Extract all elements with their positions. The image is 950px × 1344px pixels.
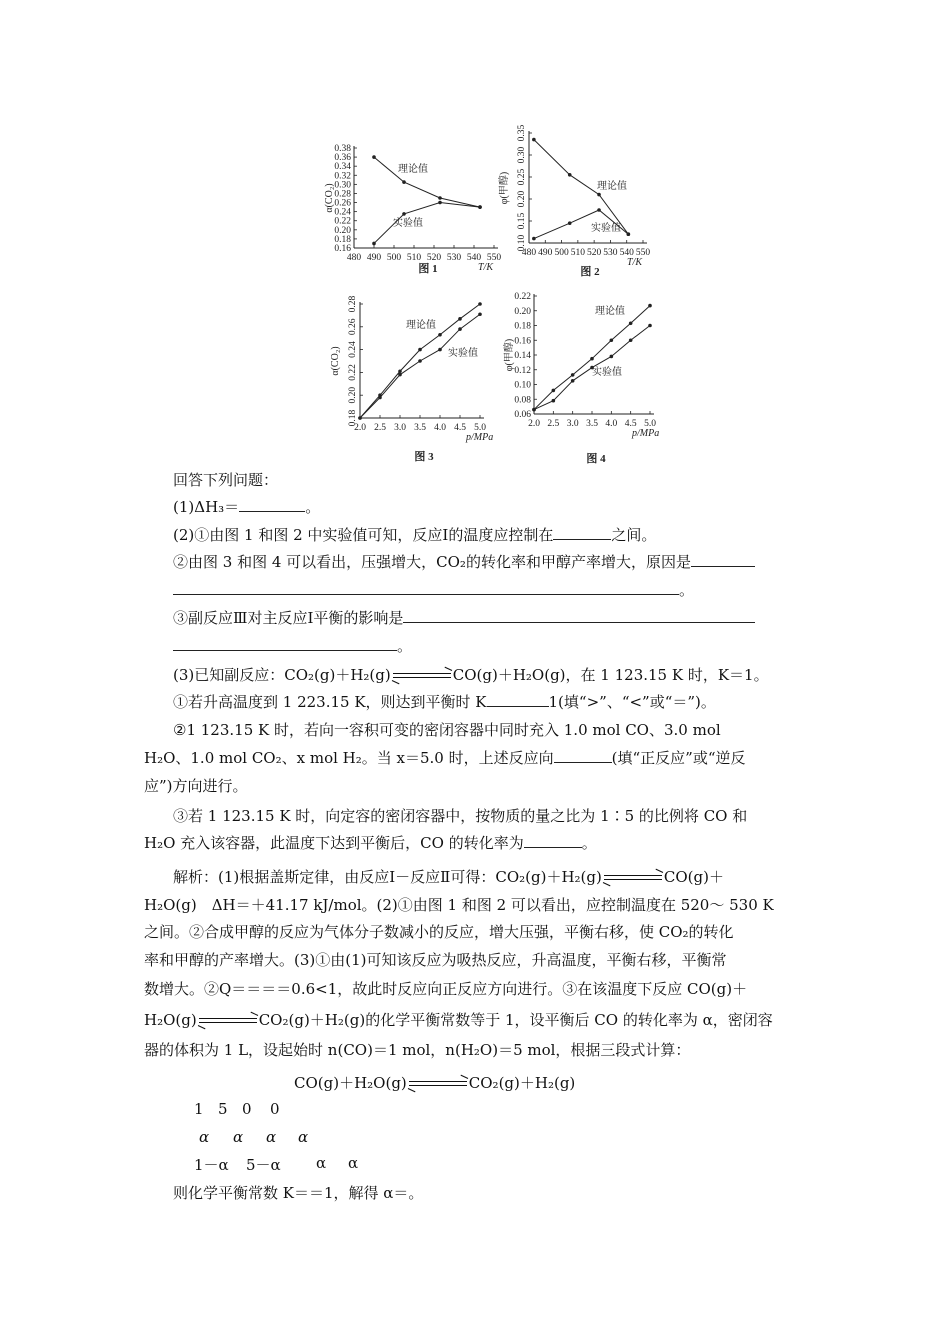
- x-tick-label: 3.0: [394, 423, 406, 433]
- data-point: [627, 232, 631, 236]
- data-point: [402, 180, 406, 184]
- y-tick-label: 0.22: [348, 364, 358, 381]
- data-point: [418, 348, 422, 352]
- data-point: [532, 138, 536, 142]
- answer-text-6a: H₂O(g): [144, 1011, 197, 1029]
- data-point: [438, 201, 442, 205]
- q3-2-text-1: ②1 123.15 K 时，若向一容积可变的密闭容器中同时充入 1.0 mol CO、3.0 mol: [173, 721, 721, 739]
- stage-value: 0: [242, 1100, 252, 1118]
- x-tick-label: 2.0: [528, 419, 540, 429]
- answer-line-3: [144, 922, 779, 942]
- x-axis-title: p/MPa: [632, 428, 660, 439]
- y-tick-label: 0.35: [517, 124, 527, 142]
- q2-3-line-2: [173, 636, 808, 656]
- y-tick-label: 0.06: [514, 410, 531, 420]
- figure-caption: 图 4: [586, 453, 606, 465]
- answer-text-7: 器的体积为 1 L，设起始时 n(CO)＝1 mol，n(H₂O)＝5 mol，根据三段式计算：: [144, 1041, 691, 1059]
- x-tick-label: 500: [386, 253, 402, 263]
- chart-2: [499, 124, 663, 285]
- x-tick-label: 550: [635, 248, 651, 258]
- answer-text-4: 率和甲醇的产率增大。(3)①由(1)可知该反应为吸热反应，升高温度，平衡右移，平衡常: [144, 951, 727, 969]
- x-tick-label: 4.0: [434, 423, 446, 433]
- equilibrium-arrow-icon: [604, 873, 662, 883]
- q2-2-text: ②由图 3 和图 4 可以看出，压强增大，CO₂的转化率和甲醇产率增大，原因是: [173, 553, 691, 571]
- answer-blank: [173, 636, 397, 651]
- answer-blank: [554, 748, 612, 763]
- q2-3-text: ③副反应Ⅲ对主反应Ⅰ平衡的影响是: [173, 609, 404, 627]
- data-point: [648, 304, 652, 308]
- stage-value: α: [298, 1128, 309, 1146]
- x-tick-label: 510: [570, 248, 585, 258]
- data-point: [610, 338, 614, 342]
- y-tick-label: 0.24: [348, 341, 358, 358]
- q2-1-text: (2)①由图 1 和图 2 中实验值可知，反应Ⅰ的温度应控制在: [173, 526, 554, 544]
- data-point: [378, 396, 382, 400]
- series-label: 理论值: [597, 181, 627, 192]
- figure-1: [326, 142, 516, 282]
- stage-value: α: [348, 1154, 359, 1172]
- q3-2-text-2: H₂O、1.0 mol CO₂、x mol H₂。当 x＝5.0 时，上述反应向: [144, 749, 554, 767]
- y-tick-label: 0.08: [514, 395, 531, 406]
- series-label: 实验值: [393, 218, 423, 229]
- q2-2-end: 。: [679, 581, 695, 599]
- data-point: [552, 399, 556, 403]
- equilibrium-arrow-icon: [393, 671, 451, 681]
- y-tick-label: 0.28: [348, 295, 358, 313]
- answer-line-1: [173, 867, 808, 887]
- stage-value: α: [266, 1128, 277, 1146]
- y-tick-label: 0.12: [514, 365, 531, 376]
- y-tick-label: 0.36: [334, 153, 351, 164]
- data-point: [398, 373, 402, 377]
- x-tick-label: 480: [346, 253, 362, 263]
- q3-text: (3)已知副反应：CO₂(g)＋H₂(g): [173, 666, 391, 684]
- y-tick-label: 0.30: [334, 180, 351, 191]
- data-point: [597, 208, 601, 212]
- y-tick-label: 0.34: [334, 162, 351, 173]
- data-point: [478, 205, 482, 209]
- answer-text-3: 之间。②合成甲醇的反应为气体分子数减小的反应，增大压强，平衡右移，使 CO₂的转化: [144, 923, 734, 941]
- answer-text-2: H₂O(g) ΔH＝＋41.17 kJ/mol。(2)①由图 1 和图 2 可以看出，应控制温度在 520～ 530 K: [144, 896, 774, 914]
- data-point: [571, 373, 575, 377]
- x-axis-title: p/MPa: [466, 432, 494, 443]
- answer-blank: [553, 525, 611, 540]
- y-tick-label: 0.28: [334, 189, 351, 200]
- answer-text-1b: CO(g)＋: [663, 868, 724, 886]
- data-point: [571, 379, 575, 383]
- q3-2-text-3: (填“正反应”或“逆反: [611, 749, 746, 767]
- y-tick-label: 0.20: [517, 190, 527, 208]
- y-tick-label: 0.18: [348, 409, 358, 427]
- x-tick-label: 4.5: [454, 423, 466, 433]
- series-label: 理论值: [595, 306, 625, 317]
- stage-value: α: [316, 1154, 327, 1172]
- y-tick-label: 0.10: [517, 234, 527, 252]
- answer-line-5: [144, 979, 779, 999]
- data-point: [438, 348, 442, 352]
- q3-1-end: 1(填“>”、“<”或“＝”)。: [548, 693, 716, 711]
- x-tick-label: 520: [426, 253, 442, 263]
- x-tick-label: 5.0: [644, 419, 656, 429]
- answer-blank: [691, 552, 755, 567]
- equation-left: CO(g)＋H₂O(g): [294, 1074, 407, 1092]
- equilibrium-arrow-icon: [409, 1079, 467, 1089]
- answer-blank: [239, 497, 305, 512]
- x-tick-label: 3.0: [566, 419, 579, 429]
- figure-caption: 图 2: [580, 266, 600, 278]
- data-point: [402, 212, 406, 216]
- x-tick-label: 3.5: [414, 423, 426, 433]
- x-axis-title: T/K: [478, 262, 494, 273]
- q3-3-text-2: H₂O 充入该容器，此温度下达到平衡后，CO 的转化率为: [144, 834, 524, 852]
- figure-caption: 图 1: [418, 263, 438, 275]
- stage-value: 0: [270, 1100, 280, 1118]
- data-point: [590, 357, 594, 361]
- stage-value: 5－α: [246, 1156, 281, 1174]
- series-label: 实验值: [592, 367, 622, 378]
- y-tick-label: 0.25: [517, 168, 527, 186]
- y-tick-label: 0.26: [334, 198, 351, 209]
- equation-line: [294, 1073, 929, 1093]
- q3-3-line-1: [173, 806, 808, 826]
- intro-text: 回答下列问题：: [173, 471, 279, 489]
- data-point: [372, 242, 376, 246]
- data-point: [438, 333, 442, 337]
- q2-3-end: 。: [397, 637, 413, 655]
- y-tick-label: 0.38: [334, 144, 351, 154]
- x-tick-label: 490: [538, 248, 553, 258]
- y-axis-title: α(CO₂): [330, 346, 341, 376]
- x-tick-label: 530: [603, 248, 618, 258]
- q3-2-line-1: [173, 720, 808, 740]
- y-tick-label: 0.22: [334, 216, 351, 227]
- stage-value: 1－α: [194, 1156, 229, 1174]
- data-point: [458, 327, 462, 331]
- chart-3: [330, 295, 505, 468]
- chart-4: [498, 290, 668, 468]
- q3-text-2: CO(g)＋H₂O(g)，在 1 123.15 K 时，K＝1。: [452, 666, 769, 684]
- series-label: 理论值: [398, 164, 428, 175]
- stage-value: 1: [194, 1100, 204, 1118]
- q2-1-line: [173, 525, 808, 545]
- data-point: [568, 221, 572, 225]
- y-tick-label: 0.20: [334, 225, 351, 236]
- series-line-experiment: [374, 203, 480, 244]
- y-tick-label: 0.24: [334, 207, 351, 218]
- y-tick-label: 0.15: [517, 212, 527, 230]
- answer-text-1: 解析：(1)根据盖斯定律，由反应Ⅰ－反应Ⅱ可得：CO₂(g)＋H₂(g): [173, 868, 602, 886]
- y-tick-label: 0.10: [514, 380, 531, 391]
- y-tick-label: 0.20: [348, 386, 358, 404]
- x-tick-label: 480: [521, 248, 537, 258]
- series-label: 实验值: [448, 348, 478, 359]
- y-axis-title: φ(甲醇): [499, 171, 510, 205]
- data-point: [372, 155, 376, 159]
- y-tick-label: 0.18: [334, 234, 351, 245]
- data-point: [478, 302, 482, 306]
- y-axis-title: α(CO₂): [324, 183, 335, 213]
- answer-blank: [487, 692, 549, 707]
- q2-2-line-2: [173, 580, 808, 600]
- x-tick-label: 540: [619, 248, 634, 258]
- answer-blank: [524, 833, 582, 848]
- q1-text: (1)ΔH₃＝: [173, 498, 240, 516]
- x-tick-label: 2.0: [354, 423, 366, 433]
- data-point: [438, 196, 442, 200]
- x-tick-label: 530: [446, 253, 462, 263]
- data-point: [610, 355, 614, 359]
- data-point: [629, 338, 633, 342]
- x-tick-label: 490: [366, 253, 382, 263]
- series-label: 实验值: [591, 223, 621, 234]
- y-tick-label: 0.18: [514, 321, 531, 332]
- data-point: [478, 312, 482, 316]
- x-tick-label: 500: [554, 248, 569, 258]
- q3-3-end: 。: [581, 834, 597, 852]
- data-point: [398, 369, 402, 373]
- data-point: [552, 389, 556, 393]
- answer-line-2: [144, 895, 779, 915]
- q3-2-text-4: 应”)方向进行。: [144, 777, 248, 795]
- x-tick-label: 540: [466, 253, 482, 263]
- q3-line: [173, 665, 808, 685]
- x-tick-label: 5.0: [474, 423, 486, 433]
- x-axis-title: T/K: [627, 257, 643, 268]
- q3-3-line-2: [144, 833, 779, 853]
- figure-caption: 图 3: [414, 451, 434, 463]
- q2-2-line: [173, 552, 808, 572]
- q3-2-line-2: [144, 748, 779, 768]
- y-tick-label: 0.32: [334, 171, 351, 182]
- data-point: [597, 193, 601, 197]
- answer-line-7: [144, 1040, 779, 1060]
- stage-value: α: [233, 1128, 244, 1146]
- figure-4: [498, 290, 668, 468]
- q3-1-line: [173, 692, 808, 712]
- series-label: 理论值: [406, 320, 436, 331]
- x-tick-label: 4.0: [605, 419, 618, 429]
- data-point: [458, 317, 462, 321]
- data-point: [358, 416, 362, 420]
- y-tick-label: 0.30: [517, 146, 527, 164]
- q3-2-line-3: [144, 776, 779, 796]
- x-tick-label: 510: [406, 253, 422, 263]
- stage-value: 5: [218, 1100, 228, 1118]
- q1-end: 。: [305, 498, 321, 516]
- data-point: [418, 359, 422, 363]
- y-tick-label: 0.20: [514, 306, 531, 317]
- figure-2: [499, 124, 663, 285]
- q3-1-text: ①若升高温度到 1 223.15 K，则达到平衡时 K: [173, 693, 487, 711]
- y-tick-label: 0.14: [514, 351, 531, 361]
- y-axis-title: φ(甲醇): [504, 338, 515, 372]
- x-tick-label: 2.5: [547, 419, 560, 429]
- y-tick-label: 0.26: [348, 318, 358, 336]
- final-line: [173, 1183, 808, 1203]
- y-tick-label: 0.16: [514, 336, 531, 347]
- q3-3-text-1: ③若 1 123.15 K 时，向定容的密闭容器中，按物质的量之比为 1∶5 的比例将 CO 和: [173, 807, 748, 825]
- q2-1-end: 之间。: [611, 526, 657, 544]
- answer-blank: [403, 608, 755, 623]
- equation-right: CO₂(g)＋H₂(g): [468, 1074, 576, 1092]
- q1-line: [173, 497, 808, 517]
- answer-text-6b: CO₂(g)＋H₂(g)的化学平衡常数等于 1，设平衡后 CO 的转化率为 α，密闭容: [258, 1011, 773, 1029]
- x-tick-label: 3.5: [586, 419, 598, 429]
- stage-value: α: [199, 1128, 210, 1146]
- answer-line-6: [144, 1010, 779, 1030]
- answer-line-4: [144, 950, 779, 970]
- equilibrium-arrow-icon: [199, 1016, 257, 1026]
- final-text: 则化学平衡常数 K＝＝1，解得 α＝。: [173, 1184, 424, 1202]
- intro-line: [173, 470, 808, 490]
- x-tick-label: 2.5: [374, 423, 386, 433]
- x-tick-label: 550: [486, 253, 502, 263]
- answer-blank: [173, 580, 679, 595]
- answer-text-5: 数增大。②Q＝＝＝＝0.6<1，故此时反应向正反应方向进行。③在该温度下反应 CO(g)＋: [144, 980, 748, 998]
- data-point: [648, 324, 652, 328]
- data-point: [532, 237, 536, 241]
- figure-3: [330, 295, 505, 468]
- y-tick-label: 0.22: [514, 292, 531, 302]
- q2-3-line: [173, 608, 808, 628]
- chart-1: [326, 142, 516, 282]
- data-point: [629, 321, 633, 325]
- x-tick-label: 4.5: [624, 419, 637, 429]
- data-point: [532, 408, 536, 412]
- y-tick-label: 0.16: [334, 244, 351, 254]
- x-tick-label: 520: [587, 248, 602, 258]
- data-point: [568, 173, 572, 177]
